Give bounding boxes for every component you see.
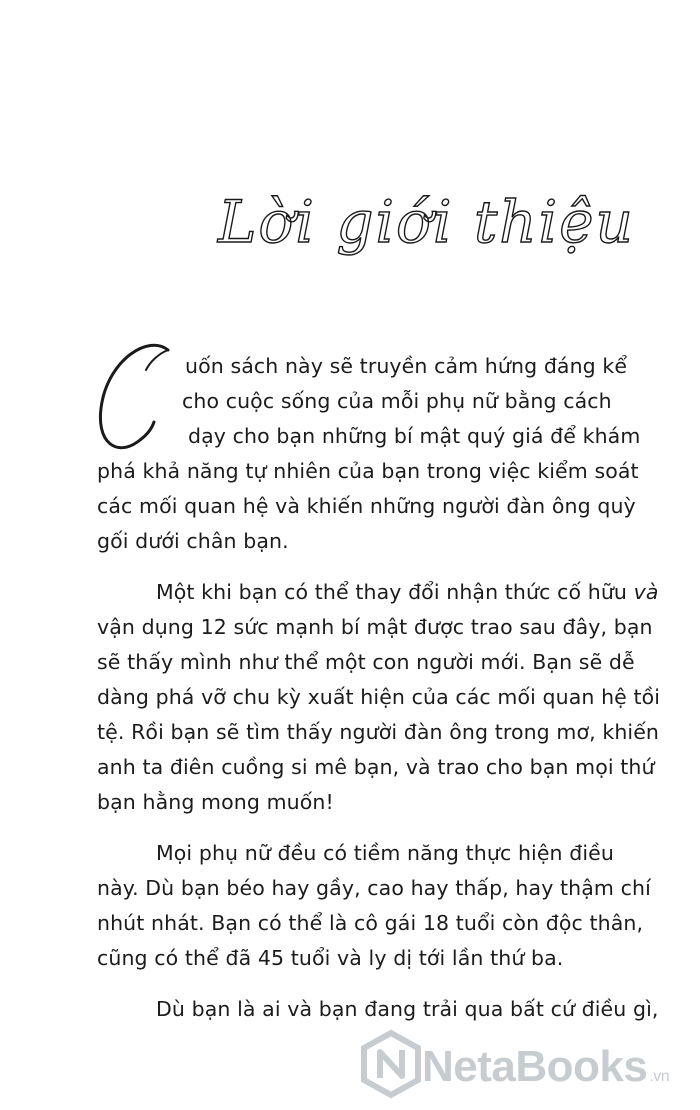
watermark-suffix: .vn	[649, 1068, 670, 1085]
paragraph-1-line-5: các mối quan hệ và khiến những người đàn ông quỳ	[97, 494, 636, 518]
paragraph-1-line-2: cho cuộc sống của mỗi phụ nữ bằng cách	[182, 389, 612, 413]
paragraph-1-line-6: gối dưới chân bạn.	[97, 529, 289, 553]
chapter-title-text: Lời giới thiệu	[218, 188, 635, 256]
paragraph-2-line-1	[156, 582, 659, 603]
paragraph-3-line-3: nhút nhát. Bạn có thể là cô gái 18 tuổi còn độc thân,	[97, 911, 644, 935]
paragraph-3-line-2: này. Dù bạn béo hay gầy, cao hay thấp, hay thậm chí	[97, 876, 651, 900]
paragraph-3-line-1: Mọi phụ nữ đều có tiềm năng thực hiện điều	[156, 841, 614, 865]
paragraph-1-line-1: uốn sách này sẽ truyền cảm hứng đáng kể	[185, 354, 628, 378]
netabooks-logo-icon	[360, 1030, 422, 1098]
paragraph-2-line-7: bạn hằng mong muốn!	[97, 790, 334, 814]
watermark-brand: NetaBooks	[422, 1042, 648, 1091]
paragraph-3-line-4: cũng có thể đã 45 tuổi và ly dị tới lần thứ ba.	[97, 946, 564, 970]
paragraph-1-line-3: dạy cho bạn những bí mật quý giá để khám	[188, 424, 641, 448]
paragraph-2-line-4: dàng phá vỡ chu kỳ xuất hiện của các mối quan hệ tồi	[97, 685, 661, 709]
chapter-title-script	[210, 160, 635, 280]
paragraph-4-line-1: Dù bạn là ai và bạn đang trải qua bất cứ điều gì,	[156, 997, 659, 1021]
chapter-title	[210, 160, 635, 280]
netabooks-watermark	[360, 1022, 690, 1102]
paragraph-2-line-1-text: Một khi bạn có thể thay đổi nhận thức cố hữu	[156, 580, 628, 604]
paragraph-2-line-3: sẽ thấy mình như thể một con người mới. Bạn sẽ dễ	[97, 650, 635, 674]
paragraph-2-line-1-italic: và	[633, 580, 659, 604]
paragraph-2-line-6: anh ta điên cuồng si mê bạn, và trao cho bạn mọi thứ	[97, 755, 655, 779]
watermark-text	[422, 1042, 669, 1092]
paragraph-1-line-4: phá khả năng tự nhiên của bạn trong việc kiểm soát	[97, 459, 639, 483]
paragraph-2-line-2: vận dụng 12 sức mạnh bí mật được trao sau đây, bạn	[97, 615, 653, 639]
paragraph-2-line-5: tệ. Rồi bạn sẽ tìm thấy người đàn ông trong mơ, khiến	[97, 720, 660, 744]
